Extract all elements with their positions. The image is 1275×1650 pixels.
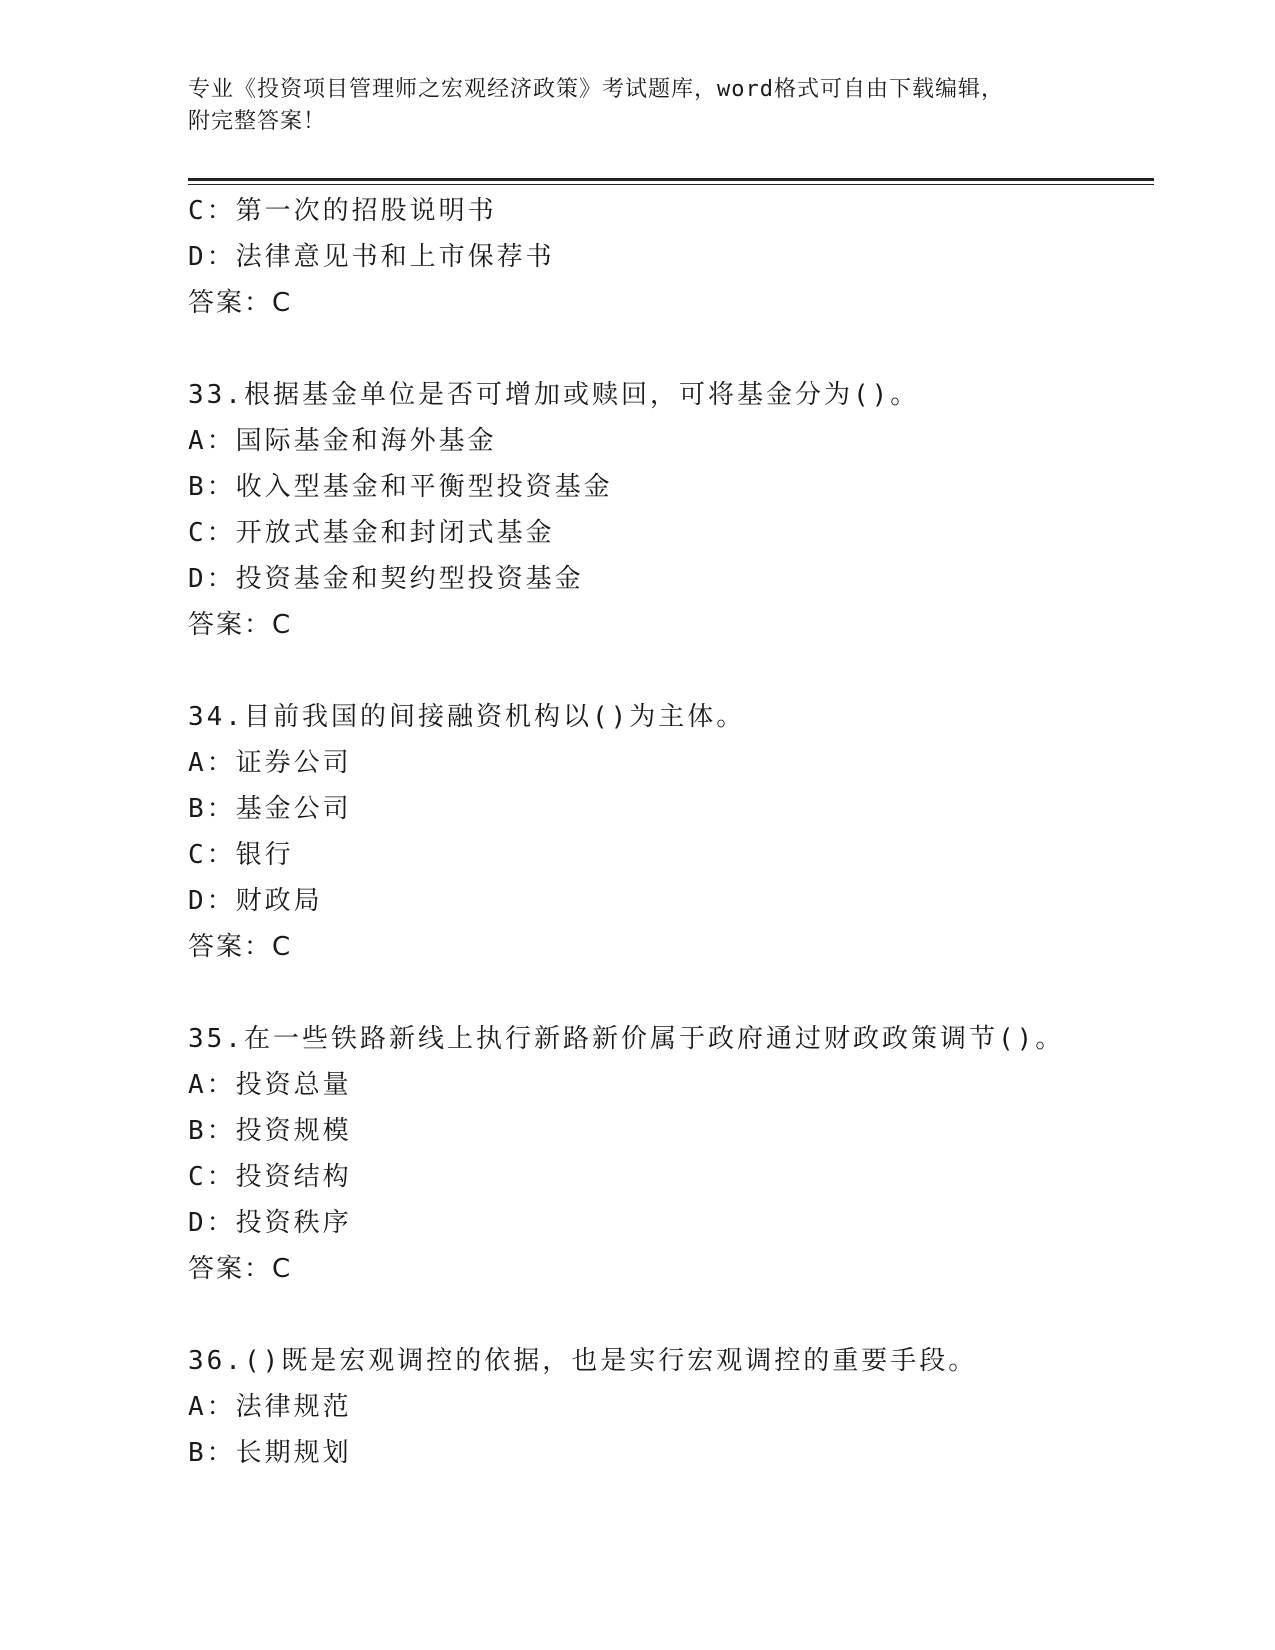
question-stem: 36.()既是宏观调控的依据，也是实行宏观调控的重要手段。 bbox=[188, 1346, 978, 1376]
option-d: D：财政局 bbox=[188, 886, 323, 916]
question-stem: 34.目前我国的间接融资机构以()为主体。 bbox=[188, 702, 746, 732]
spacer bbox=[188, 648, 1148, 694]
option-a: A：投资总量 bbox=[188, 1070, 352, 1100]
answer: 答案：C bbox=[188, 610, 293, 640]
option-c: C：开放式基金和封闭式基金 bbox=[188, 518, 555, 548]
spacer bbox=[188, 326, 1148, 372]
header-line-1: 专业《投资项目管理师之宏观经济政策》考试题库，word格式可自由下载编辑， bbox=[188, 77, 1004, 102]
answer: 答案：C bbox=[188, 932, 293, 962]
option-a: A：证券公司 bbox=[188, 748, 352, 778]
option-b: B：基金公司 bbox=[188, 794, 352, 824]
question-35 bbox=[188, 1016, 1148, 1292]
question-list bbox=[188, 188, 1148, 1476]
question-34 bbox=[188, 694, 1148, 970]
spacer bbox=[188, 1292, 1148, 1338]
option-b: B：收入型基金和平衡型投资基金 bbox=[188, 472, 613, 502]
header-line-2: 附完整答案！ bbox=[188, 109, 327, 134]
option-d: D：投资秩序 bbox=[188, 1208, 352, 1238]
header-rule-thick bbox=[188, 178, 1154, 181]
option-c: C：第一次的招股说明书 bbox=[188, 196, 497, 226]
spacer bbox=[188, 970, 1148, 1016]
question-36 bbox=[188, 1338, 1148, 1476]
option-b: B：长期规划 bbox=[188, 1438, 352, 1468]
question-33 bbox=[188, 372, 1148, 648]
option-a: A：法律规范 bbox=[188, 1392, 352, 1422]
option-c: C：银行 bbox=[188, 840, 294, 870]
question-stem: 33.根据基金单位是否可增加或赎回，可将基金分为()。 bbox=[188, 380, 920, 410]
option-b: B：投资规模 bbox=[188, 1116, 352, 1146]
option-d: D：投资基金和契约型投资基金 bbox=[188, 564, 584, 594]
option-a: A：国际基金和海外基金 bbox=[188, 426, 497, 456]
option-d: D：法律意见书和上市保荐书 bbox=[188, 242, 555, 272]
answer: 答案：C bbox=[188, 288, 293, 318]
header-rule-thin bbox=[188, 184, 1154, 185]
answer: 答案：C bbox=[188, 1254, 293, 1284]
option-c: C：投资结构 bbox=[188, 1162, 352, 1192]
question-stem: 35.在一些铁路新线上执行新路新价属于政府通过财政政策调节()。 bbox=[188, 1024, 1065, 1054]
document-header bbox=[188, 74, 1088, 138]
